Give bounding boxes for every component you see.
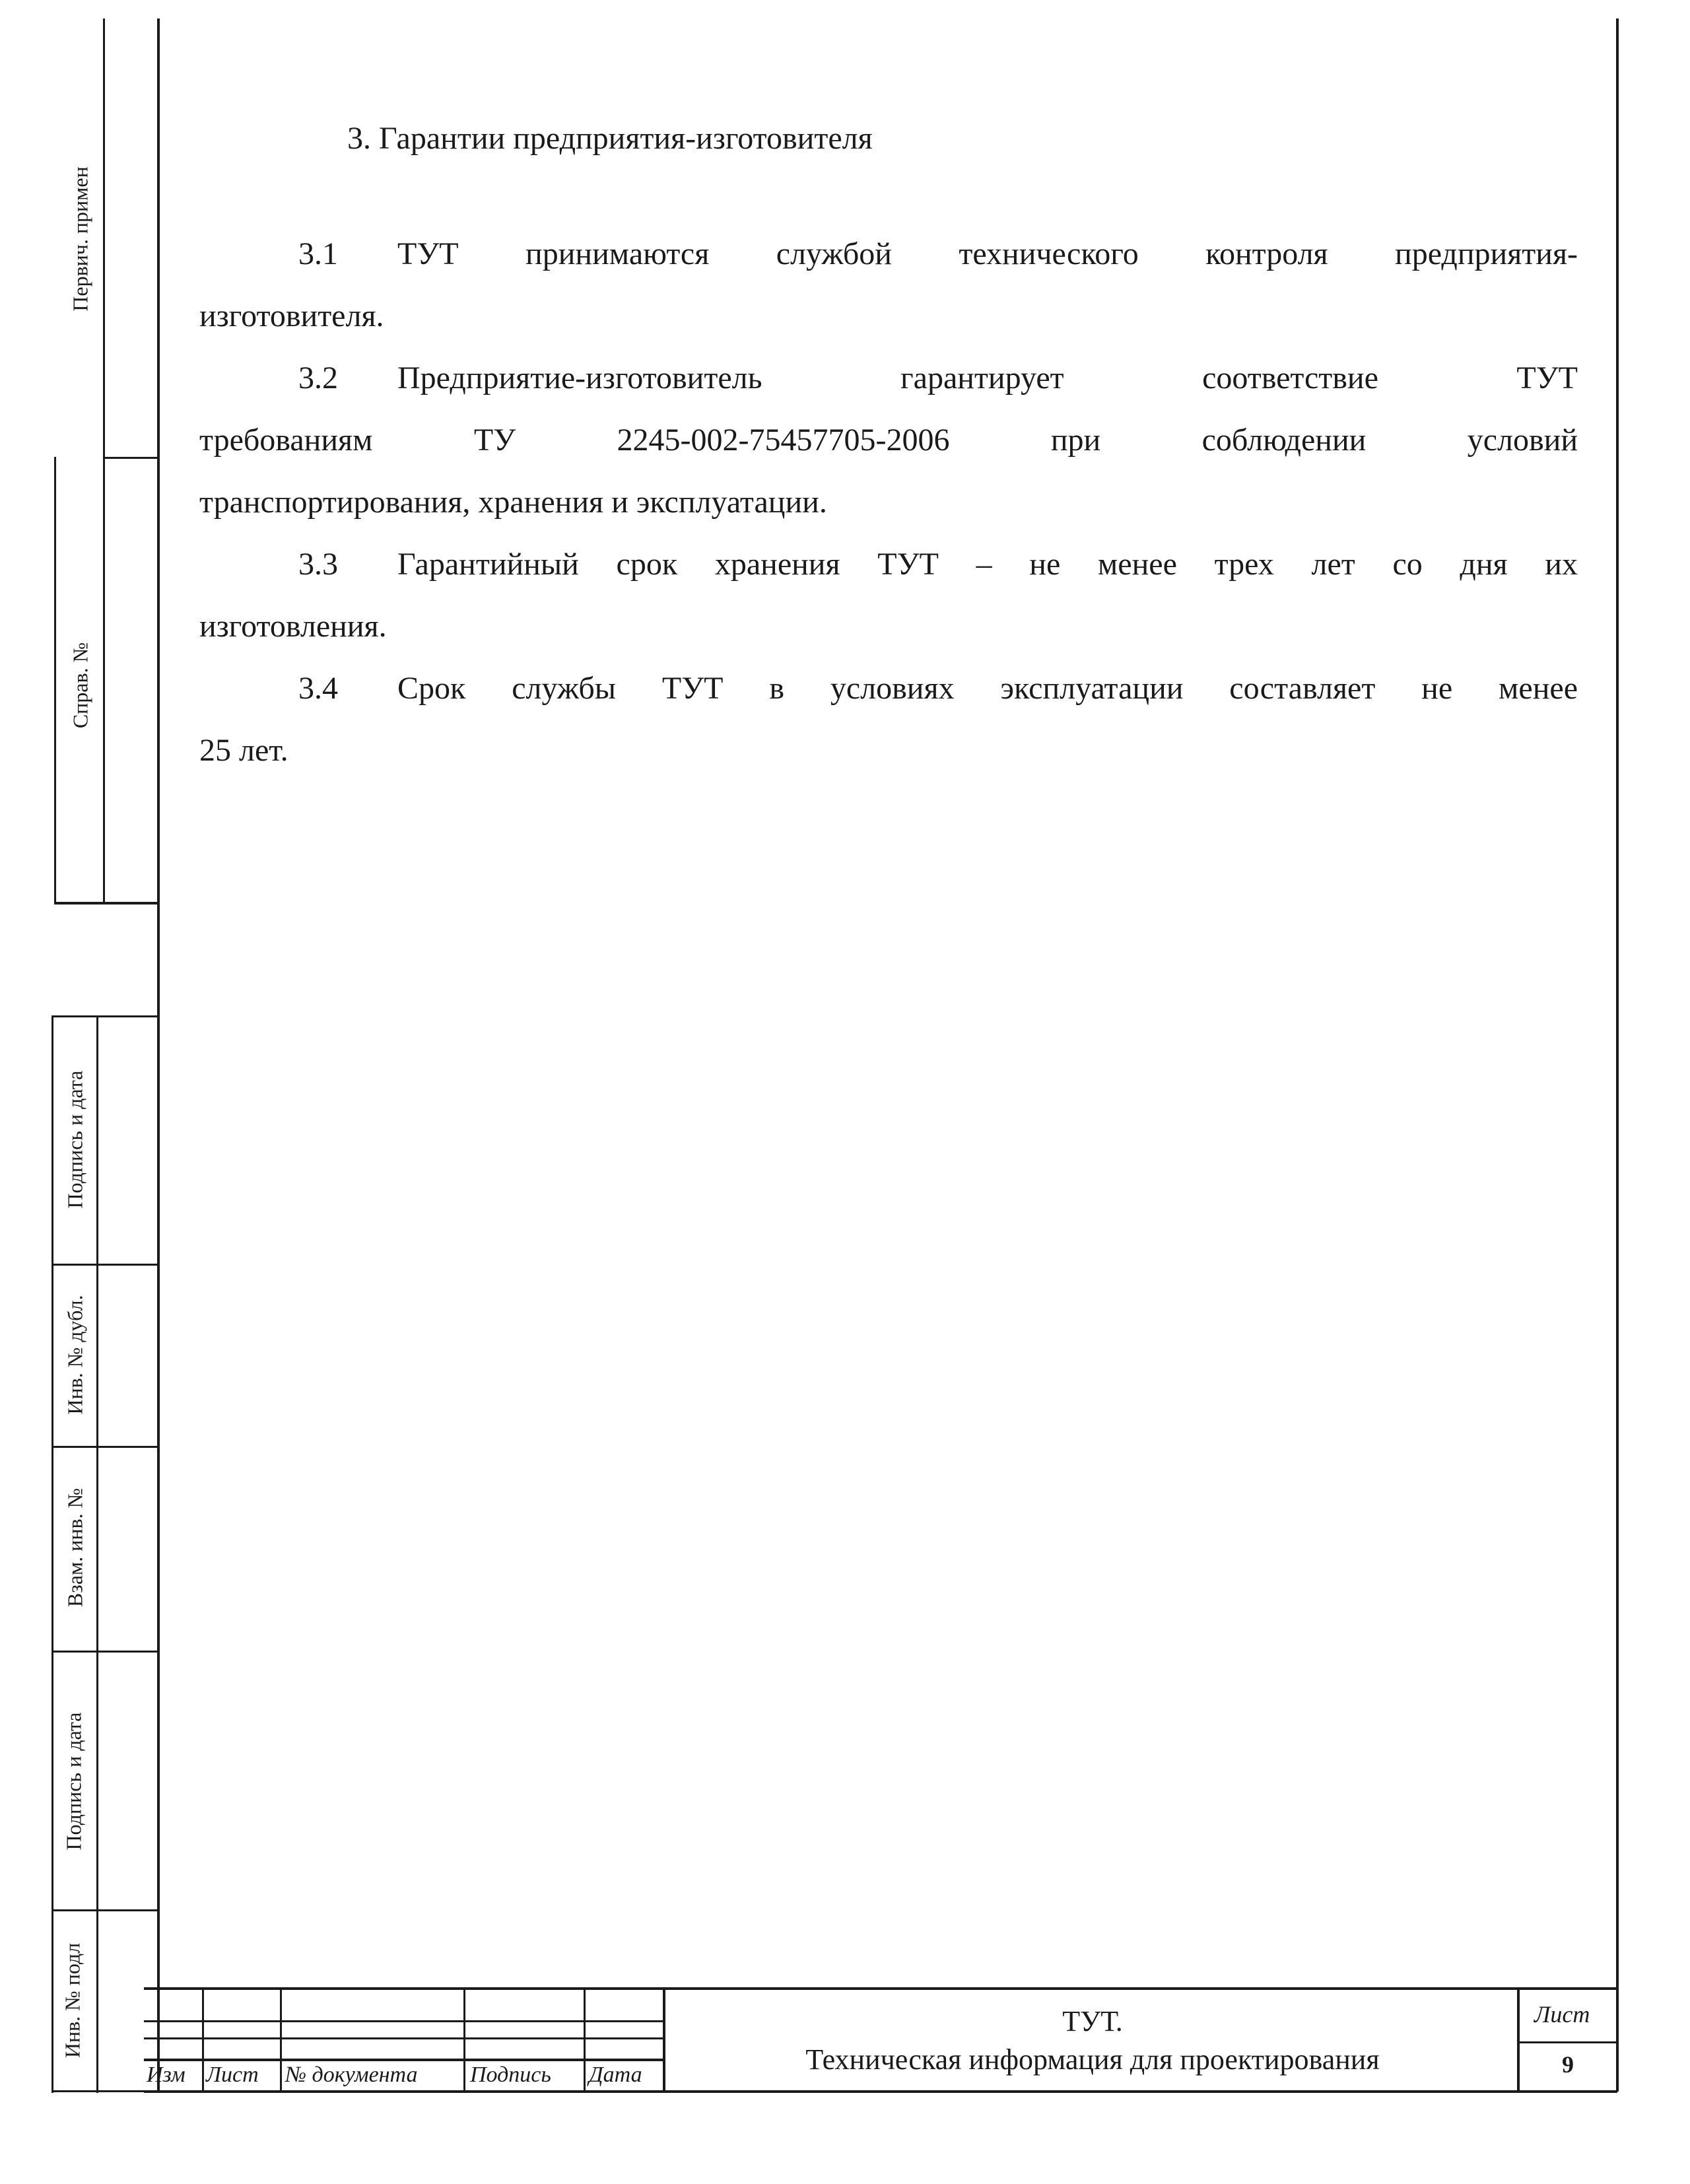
- margin-upper-split-line: [103, 457, 158, 459]
- stamp-col-line-4: [584, 1987, 586, 2092]
- margin-divider-3: [51, 1651, 158, 1653]
- paragraph-text: ТУТ принимаются службой технического контроля предприятия-: [397, 236, 1578, 271]
- paragraph-line: [199, 223, 1578, 285]
- stamp-col-line-1: [202, 1987, 204, 2092]
- stamp-title-line-1: ТУТ.: [1062, 2005, 1123, 2037]
- paragraph-text: Срок службы ТУТ в условиях эксплуатации составляет не менее: [397, 671, 1578, 706]
- stamp-sheet-label: Лист: [1534, 2001, 1590, 2028]
- margin-lower-divider: [96, 1015, 98, 2093]
- stamp-bottom-line: [144, 2090, 1617, 2093]
- frame-right-line: [1616, 18, 1619, 2092]
- paragraph-text: Предприятие-изготовитель гарантирует соответствие ТУТ: [397, 360, 1578, 395]
- stamp-col-data: Дата: [589, 2063, 642, 2087]
- paragraph-text: Гарантийный срок хранения ТУТ – не менее трех лет со дня их: [397, 547, 1578, 582]
- margin-divider-2: [51, 1446, 158, 1448]
- label-pervich-primen: Первич. примен: [68, 166, 92, 312]
- margin-divider-4: [51, 1909, 158, 1911]
- stamp-title-line-2: Техническая информация для проектирования: [805, 2043, 1380, 2076]
- stamp-col-line-5: [663, 1987, 665, 2093]
- stamp-sheet-divider: [1518, 2041, 1617, 2043]
- stamp-col-list: Лист: [206, 2063, 259, 2087]
- paragraph-line: 25 лет.: [199, 733, 288, 768]
- paragraph-line: транспортирования, хранения и эксплуатации.: [199, 485, 827, 520]
- paragraph-line: [199, 347, 1578, 409]
- stamp-col-podpis: Подпись: [470, 2063, 551, 2087]
- margin-lower-bottom-line: [51, 2090, 158, 2092]
- margin-lower-outer-line: [51, 1015, 53, 2093]
- label-sprav-no: Справ. №: [68, 642, 92, 729]
- paragraph-3-4: [199, 658, 1578, 782]
- stamp-row-line-1: [144, 2020, 665, 2022]
- stamp-top-line: [144, 1987, 1617, 1990]
- label-podpis-data-1: Подпись и дата: [63, 1070, 87, 1209]
- paragraph-line: требованиям ТУ 2245-002-75457705-2006 при соблюдении условий: [199, 423, 1578, 458]
- label-vzam-inv: Взам. инв. №: [63, 1487, 87, 1608]
- paragraph-3-3: [199, 533, 1578, 658]
- paragraph-3-1: [199, 223, 1578, 347]
- stamp-sheet-number: 9: [1562, 2051, 1574, 2078]
- paragraph-number: 3.2: [298, 360, 338, 395]
- label-inv-dubl: Инв. № дубл.: [63, 1295, 87, 1415]
- margin-upper-outer-line: [54, 457, 56, 903]
- paragraph-line: [199, 658, 1578, 720]
- margin-upper-bottom-line: [54, 902, 158, 904]
- margin-divider-1: [51, 1264, 158, 1266]
- paragraph-line: [199, 533, 1578, 596]
- label-podpis-data-2: Подпись и дата: [61, 1712, 86, 1851]
- paragraph-number: 3.1: [298, 236, 338, 271]
- section-title: 3. Гарантии предприятия-изготовителя: [347, 121, 873, 156]
- paragraph-number: 3.3: [298, 547, 338, 582]
- label-inv-podl: Инв. № подл: [60, 1942, 84, 2059]
- stamp-col-line-3: [463, 1987, 465, 2092]
- stamp-col-izm: Изм: [147, 2063, 186, 2087]
- paragraph-line: изготовителя.: [199, 298, 384, 333]
- margin-lower-top-line: [51, 1015, 158, 1017]
- stamp-col-line-2: [280, 1987, 282, 2092]
- paragraph-3-2: [199, 347, 1578, 533]
- stamp-header-line: [144, 2059, 665, 2061]
- stamp-col-doc: № документа: [285, 2063, 418, 2087]
- stamp-row-line-2: [144, 2037, 665, 2039]
- paragraph-number: 3.4: [298, 671, 338, 706]
- frame-left-line: [157, 18, 160, 2092]
- paragraph-line: изготовления.: [199, 609, 387, 644]
- margin-upper-divider: [103, 18, 105, 903]
